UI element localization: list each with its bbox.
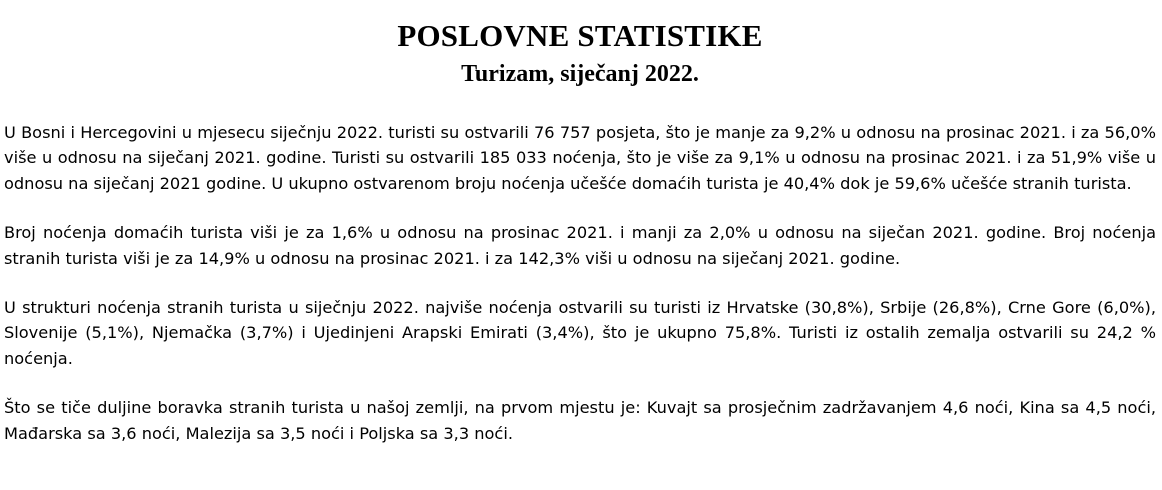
paragraph-structure: U strukturi noćenja stranih turista u siječnju 2022. najviše noćenja ostvarili su turisti iz Hrvatske (30,8%), Srbije (26,8%), Crne Gore (6,0%), Slovenije (5,1%), Njemačka (3,7%) i Ujedinjeni Arapski Emirati (3,4%), što je ukupno 75,8%. Turisti iz ostalih zemalja ostvarili su 24,2 % noćenja. <box>4 298 1156 368</box>
paragraph-length-of-stay: Što se tiče duljine boravka stranih turista u našoj zemlji, na prvom mjestu je: Kuvajt sa prosječnim zadržavanjem 4,6 noći, Kina sa 4,5 noći, Mađarska sa 3,6 noći, Malezija sa 3,5 noći i Poljska sa 3,3 noći. <box>4 398 1156 443</box>
document-subtitle: Turizam, siječanj 2022. <box>461 61 699 87</box>
paragraph-overview: U Bosni i Hercegovini u mjesecu siječnju 2022. turisti su ostvarili 76 757 posjeta, što je manje za 9,2% u odnosu na prosinac 2021. i za 56,0% više u odnosu na siječanj 2021. godine. Turisti su ostvarili 185 033 noćenja, što je više za 9,1% u odnosu na prosinac 2021. i za 51,9% više u odnosu na siječanj 2021 godine. U ukupno ostvarenom broju noćenja učešće domaćih turista je 40,4% dok je 59,6% učešće stranih turista. <box>4 123 1156 193</box>
paragraph-domestic-foreign: Broj noćenja domaćih turista viši je za 1,6% u odnosu na prosinac 2021. i manji za 2,0% u odnosu na siječan 2021. godine. Broj noćenja stranih turista viši je za 14,9% u odnosu na prosinac 2021. i za 142,3% viši u odnosu na siječanj 2021. godine. <box>4 223 1156 268</box>
document-page <box>4 0 1156 446</box>
document-title: POSLOVNE STATISTIKE <box>397 18 763 53</box>
